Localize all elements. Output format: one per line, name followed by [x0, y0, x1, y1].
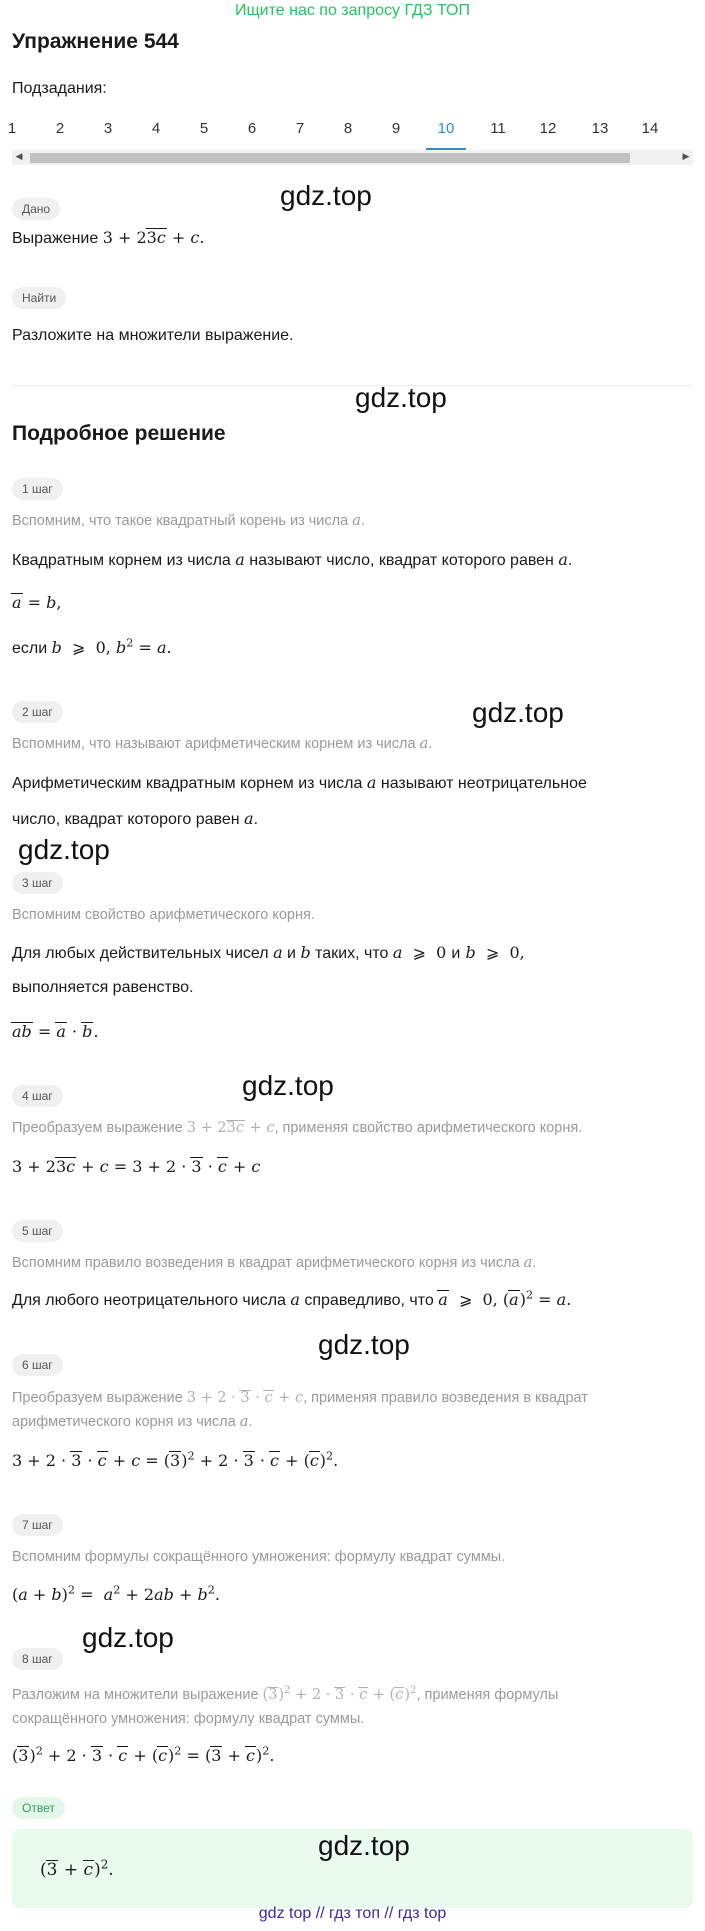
- step-1-formula: a = b,: [12, 593, 62, 612]
- step-8-hint-2: сокращённого умножения: формулу квадрат суммы.: [12, 1711, 365, 1727]
- tab-2[interactable]: 2: [55, 120, 65, 137]
- step-8-hint: Разложим на множители выражение $(3)^2 + 2 \cdot 3 \cdot c + (c)^2$, применяя формулы: [12, 1685, 559, 1703]
- watermark: gdz.top: [318, 1830, 410, 1861]
- watermark: gdz.top: [242, 1070, 334, 1101]
- step-6-hint-2: арифметического корня из числа a.: [12, 1414, 253, 1430]
- step-3-hint: Вспомним свойство арифметического корня.: [12, 907, 315, 923]
- tab-6[interactable]: 6: [247, 120, 257, 137]
- footer-links[interactable]: gdz top // гдз топ // гдз top: [258, 1905, 447, 1922]
- scroll-left-icon[interactable]: ◀: [15, 152, 23, 162]
- watermark: gdz.top: [472, 697, 564, 728]
- step-1-text: Квадратным корнем из числа a называют число, квадрат которого равен a.: [12, 550, 573, 569]
- watermark: gdz.top: [355, 382, 447, 413]
- step-2-hint: Вспомним, что называют арифметическим корнем из числа a.: [12, 736, 433, 752]
- divider: [12, 385, 693, 386]
- tab-10[interactable]: 10: [426, 114, 466, 150]
- step-8-badge: 8 шаг: [12, 1648, 63, 1670]
- given-text: Выражение 3 + 23c + c.: [12, 228, 205, 247]
- tab-5[interactable]: 5: [199, 120, 209, 137]
- step-6-formula: $3 + 2 \cdot 3 \cdot c + c = (3)^2 + 2 \cdot 3 \cdot c + (c)^2$.: [12, 1449, 339, 1470]
- answer-badge: Ответ: [12, 1797, 65, 1819]
- tab-7[interactable]: 7: [295, 120, 305, 137]
- watermark: gdz.top: [280, 180, 372, 211]
- step-7-hint: Вспомним формулы сокращённого умножения: формулу квадрат суммы.: [12, 1549, 506, 1565]
- step-2-text: Арифметическим квадратным корнем из числа a называют неотрицательное: [12, 773, 587, 792]
- subtasks-label: Подзадания:: [12, 80, 107, 97]
- watermark: gdz.top: [18, 834, 110, 865]
- watermark: gdz.top: [318, 1329, 410, 1360]
- watermark: gdz.top: [82, 1622, 174, 1653]
- tab-3[interactable]: 3: [103, 120, 113, 137]
- step-1-badge: 1 шаг: [12, 478, 63, 500]
- step-1-condition: если b ⩾ 0, $b^2 = a$.: [12, 636, 172, 657]
- step-7-formula: $(a + b)^2 = a^2 + 2ab + b^2$.: [12, 1583, 220, 1604]
- find-badge: Найти: [12, 287, 66, 309]
- search-banner: Ищите нас по запросу ГДЗ ТОП: [235, 2, 470, 19]
- step-1-hint: Вспомним, что такое квадратный корень из числа a.: [12, 513, 365, 529]
- step-8-formula: $(3)^2 + 2 \cdot 3 \cdot c + (c)^2 = (3 + c)^2$.: [12, 1744, 275, 1765]
- step-3-badge: 3 шаг: [12, 872, 63, 894]
- tabs-scrollbar[interactable]: [12, 150, 693, 165]
- scroll-right-icon[interactable]: ▶: [682, 152, 690, 162]
- tab-11[interactable]: 11: [490, 120, 506, 137]
- tab-1[interactable]: 1: [7, 120, 17, 137]
- step-6-badge: 6 шаг: [12, 1354, 63, 1376]
- find-text: Разложите на множители выражение.: [12, 327, 294, 344]
- scroll-thumb[interactable]: [30, 153, 630, 163]
- step-2-badge: 2 шаг: [12, 701, 63, 723]
- tab-8[interactable]: 8: [343, 120, 353, 137]
- page-title: Упражнение 544: [12, 30, 179, 53]
- step-3-text-2: выполняется равенство.: [12, 979, 194, 996]
- step-3-formula: ab = a · b.: [12, 1022, 99, 1041]
- tab-13[interactable]: 13: [591, 120, 609, 137]
- given-badge: Дано: [12, 198, 60, 220]
- tab-12[interactable]: 12: [539, 120, 557, 137]
- subtask-tabs: [7, 114, 700, 150]
- tab-4[interactable]: 4: [151, 120, 161, 137]
- step-6-hint: Преобразуем выражение 3 + 2 · 3 · c + c, применяя правило возведения в квадрат: [12, 1390, 588, 1406]
- step-4-formula: 3 + 23c + c = 3 + 2 · 3 · c + c: [12, 1157, 261, 1176]
- step-5-text: Для любого неотрицательного числа a справедливо, что a ⩾ 0, $(a)^2 = a$.: [12, 1288, 572, 1309]
- step-4-hint: Преобразуем выражение 3 + 23c + c, применяя свойство арифметического корня.: [12, 1120, 583, 1136]
- step-3-text: Для любых действительных чисел a и b таких, что a ⩾ 0 и b ⩾ 0,: [12, 943, 525, 962]
- solution-title: Подробное решение: [12, 422, 226, 445]
- step-4-badge: 4 шаг: [12, 1085, 63, 1107]
- tab-9[interactable]: 9: [391, 120, 401, 137]
- step-5-badge: 5 шаг: [12, 1220, 63, 1242]
- step-2-text-2: число, квадрат которого равен a.: [12, 809, 259, 828]
- tab-14[interactable]: 14: [641, 120, 659, 137]
- step-5-hint: Вспомним правило возведения в квадрат арифметического корня из числа a.: [12, 1255, 537, 1271]
- step-7-badge: 7 шаг: [12, 1514, 63, 1536]
- answer-formula: $(3 + c)^2$.: [40, 1857, 114, 1880]
